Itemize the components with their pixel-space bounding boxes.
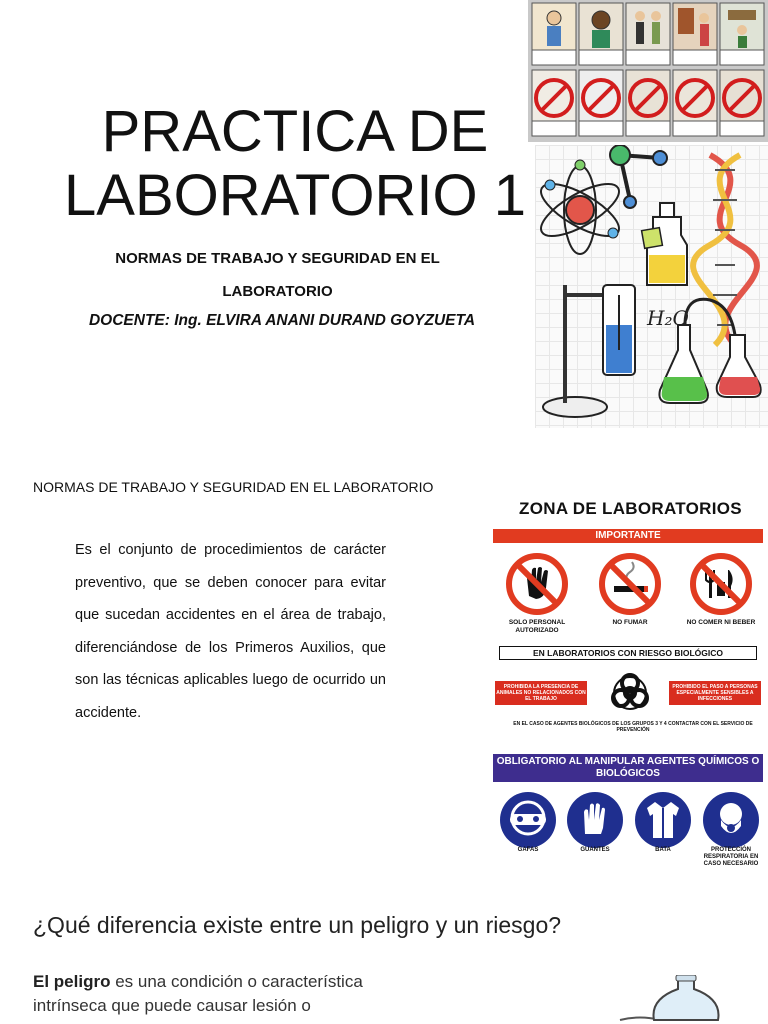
peligro-paragraph (33, 970, 393, 1018)
flask-red-icon (717, 335, 761, 397)
mandatory-label-3: BATA (655, 847, 671, 853)
flask-icon (600, 975, 740, 1024)
h2o-label: H₂O (647, 306, 689, 330)
definition-paragraph: Es el conjunto de procedimientos de carácter preventivo, que se deben conocer para evitar que sucedan accidentes en el área de trabajo, diferenciándose de los Primeros Auxilios, que son las técnicas aplicables luego de ocurrido un accidente. (75, 542, 386, 721)
respirator-icon (701, 790, 761, 850)
peligro-line-1 (33, 970, 393, 994)
mandatory-label-2: GUANTES (580, 847, 610, 853)
lab-safety-sign (493, 495, 768, 867)
ring-stand-icon (543, 285, 635, 417)
peligro-term: El peligro (33, 972, 111, 991)
dna-icon (693, 155, 757, 345)
biohazard-icon (608, 670, 652, 714)
slide-subtitle (55, 242, 500, 308)
molecule-icon (610, 145, 667, 208)
docente-line: DOCENTE: Ing. ELVIRA ANANI DURAND GOYZUETA (88, 312, 476, 329)
bio-note: EN EL CASO DE AGENTES BIOLÓGICOS DE LOS GRUPOS 3 Y 4 CONTACTAR CON EL SERVICIO DE PREVENCIÓN (513, 721, 753, 733)
mandatory-label-1: GAFAS (517, 847, 539, 853)
mandatory-label-4: PROTECCIÓN RESPIRATORIA EN CASO NECESARIO (703, 847, 759, 867)
gloves-icon (565, 790, 625, 850)
comic-strip-graphic (528, 0, 768, 142)
sign-title: ZONA DE LABORATORIOS (519, 499, 742, 518)
prohibition-label-2: NO FUMAR (612, 619, 648, 626)
question-heading: ¿Qué diferencia existe entre un peligro y un riesgo? (33, 912, 562, 938)
science-doodles-image (535, 145, 768, 428)
goggles-icon (498, 790, 558, 850)
peligro-text-1: es una condición o característica (110, 972, 363, 991)
bio-prohibition-right: PROHIBIDO EL PASO A PERSONAS ESPECIALMENTE SENSIBLES A INFECCIONES (669, 681, 761, 705)
no-smoking-icon (598, 552, 662, 616)
subtitle-line-2: LABORATORIO (222, 283, 333, 300)
prohibition-label-1: SOLO PERSONAL AUTORIZADO (508, 619, 566, 634)
bio-prohibition-left: PROHIBIDA LA PRESENCIA DE ANIMALES NO RELACIONADOS CON EL TRABAJO (495, 681, 587, 705)
bottle-icon (642, 203, 687, 285)
slide-title (60, 100, 530, 228)
bio-risk-heading: EN LABORATORIOS CON RIESGO BIOLÓGICO (499, 646, 757, 660)
peligro-line-2: intrínseca que puede causar lesión o (33, 996, 311, 1015)
title-line-2: LABORATORIO 1 (64, 163, 526, 228)
hand-stop-icon (505, 552, 569, 616)
mandatory-banner: OBLIGATORIO AL MANIPULAR AGENTES QUÍMICOS O BIOLÓGICOS (493, 754, 763, 782)
title-line-1: PRACTICA DE (101, 99, 489, 164)
atom-icon (535, 160, 626, 254)
important-banner: IMPORTANTE (493, 529, 763, 543)
lab-coat-icon (633, 790, 693, 850)
no-eating-icon (689, 552, 753, 616)
science-doodles-graphic (535, 145, 768, 428)
section-heading: NORMAS DE TRABAJO Y SEGURIDAD EN EL LABORATORIO (33, 479, 434, 495)
prohibition-label-3: NO COMER NI BEBER (686, 619, 756, 626)
comic-strip-image (528, 0, 768, 142)
subtitle-line-1: NORMAS DE TRABAJO Y SEGURIDAD EN EL (115, 250, 440, 267)
